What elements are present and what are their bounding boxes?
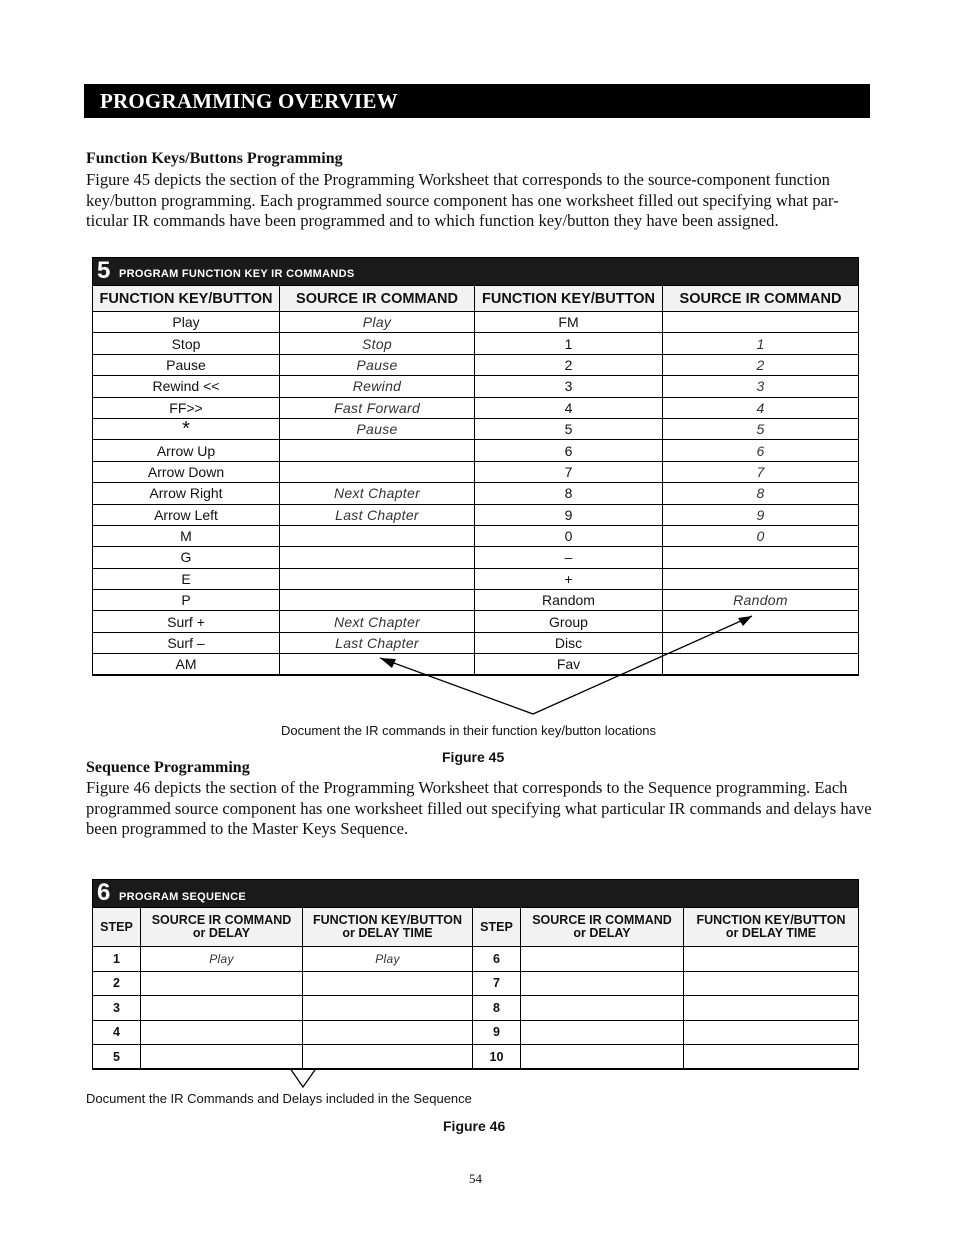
sequence-entry-cell: Play bbox=[141, 947, 303, 972]
ir-command-cell: Rewind bbox=[280, 376, 475, 397]
function-key-cell: M bbox=[93, 525, 280, 546]
column-header-line1: STEP bbox=[480, 919, 513, 934]
sequence-entry-cell bbox=[684, 971, 859, 996]
section-banner: PROGRAMMING OVERVIEW bbox=[84, 84, 870, 118]
column-header-line1: FUNCTION KEY/BUTTON bbox=[312, 913, 463, 927]
function-key-cell: Arrow Right bbox=[93, 483, 280, 504]
function-key-cell: Group bbox=[475, 611, 663, 632]
sequence-entry-cell bbox=[684, 947, 859, 972]
sequence-entry-cell bbox=[521, 1020, 684, 1045]
function-keys-heading: Function Keys/Buttons Programming bbox=[86, 150, 343, 167]
sequence-entry-cell bbox=[303, 996, 473, 1021]
ir-command-cell: 1 bbox=[663, 333, 859, 354]
step-number-cell: 10 bbox=[473, 1045, 521, 1070]
sequence-entry-cell bbox=[521, 971, 684, 996]
step-number-cell: 7 bbox=[473, 971, 521, 996]
function-key-cell: Rewind << bbox=[93, 376, 280, 397]
ir-command-cell: Play bbox=[280, 312, 475, 333]
table-header-row bbox=[93, 908, 859, 947]
sequence-paragraph: Figure 46 depicts the section of the Programming Worksheet that corresponds to the Sequence programming. Each programmed source component has one worksheet filled out specifying what particular IR commands and delays have been programmed to the Master Keys Sequence. bbox=[86, 778, 872, 838]
function-key-cell: 5 bbox=[475, 418, 663, 439]
function-key-cell: Random bbox=[475, 590, 663, 611]
function-key-cell: 2 bbox=[475, 354, 663, 375]
function-key-cell: Arrow Down bbox=[93, 461, 280, 482]
column-header-line1: FUNCTION KEY/BUTTON bbox=[696, 913, 846, 927]
function-key-cell: Disc bbox=[475, 632, 663, 653]
function-key-cell: Surf + bbox=[93, 611, 280, 632]
step-number-cell: 4 bbox=[93, 1020, 141, 1045]
function-key-cell: Stop bbox=[93, 333, 280, 354]
sequence-heading: Sequence Programming bbox=[86, 759, 250, 776]
sequence-entry-cell bbox=[141, 1045, 303, 1070]
function-key-cell: Arrow Left bbox=[93, 504, 280, 525]
function-key-cell: Arrow Up bbox=[93, 440, 280, 461]
function-key-cell: 1 bbox=[475, 333, 663, 354]
worksheet-section-number: 5 bbox=[97, 257, 111, 284]
ir-command-cell: Next Chapter bbox=[280, 611, 475, 632]
function-key-cell: + bbox=[475, 568, 663, 589]
function-key-cell: E bbox=[93, 568, 280, 589]
column-header bbox=[684, 908, 859, 947]
table-row bbox=[93, 947, 859, 972]
function-key-cell: Fav bbox=[475, 654, 663, 675]
function-key-cell: AM bbox=[93, 654, 280, 675]
column-header: SOURCE IR COMMAND bbox=[663, 286, 859, 312]
ir-command-cell: 7 bbox=[663, 461, 859, 482]
sequence-entry-cell bbox=[521, 1045, 684, 1070]
column-header bbox=[521, 908, 684, 947]
function-key-cell: G bbox=[93, 547, 280, 568]
sequence-entry-cell bbox=[141, 971, 303, 996]
ir-command-cell: Pause bbox=[280, 418, 475, 439]
column-header-line1: STEP bbox=[100, 919, 133, 934]
figure-46-annotation: Document the IR Commands and Delays included in the Sequence bbox=[86, 1091, 472, 1106]
table-row bbox=[93, 971, 859, 996]
ir-command-cell: Fast Forward bbox=[280, 397, 475, 418]
worksheet-section-title: PROGRAM FUNCTION KEY IR COMMANDS bbox=[119, 268, 355, 280]
function-key-cell: 0 bbox=[475, 525, 663, 546]
worksheet-title-bar bbox=[93, 880, 858, 907]
step-number-cell: 8 bbox=[473, 996, 521, 1021]
function-key-cell: P bbox=[93, 590, 280, 611]
sequence-entry-cell bbox=[303, 971, 473, 996]
column-header-line1: SOURCE IR COMMAND bbox=[532, 913, 672, 927]
function-keys-paragraph: Figure 45 depicts the section of the Programming Worksheet that corresponds to the source-component function key/button programming. Each programmed source component has one worksheet filled out specifying what par-ticular IR commands have been programmed and to which function key/button they have been assigned. bbox=[86, 170, 839, 230]
ir-command-cell: 9 bbox=[663, 504, 859, 525]
ir-command-cell: Next Chapter bbox=[280, 483, 475, 504]
ir-command-cell: Last Chapter bbox=[280, 504, 475, 525]
function-key-cell: Play bbox=[93, 312, 280, 333]
column-header-line1: SOURCE IR COMMAND bbox=[151, 913, 292, 927]
function-key-cell: 9 bbox=[475, 504, 663, 525]
step-number-cell: 3 bbox=[93, 996, 141, 1021]
ir-command-cell: 6 bbox=[663, 440, 859, 461]
function-key-cell: FM bbox=[475, 312, 663, 333]
ir-command-cell: 3 bbox=[663, 376, 859, 397]
table-row bbox=[93, 1020, 859, 1045]
function-key-cell: 7 bbox=[475, 461, 663, 482]
ir-command-cell: 0 bbox=[663, 525, 859, 546]
column-header-line2: or DELAY bbox=[573, 926, 631, 940]
table-row bbox=[93, 1045, 859, 1070]
ir-command-cell: 5 bbox=[663, 418, 859, 439]
column-header-line2: or DELAY TIME bbox=[342, 926, 433, 940]
sequence-entry-cell: Play bbox=[303, 947, 473, 972]
step-number-cell: 2 bbox=[93, 971, 141, 996]
sequence-entry-cell bbox=[303, 1020, 473, 1045]
sequence-table bbox=[92, 907, 859, 1070]
function-key-cell: 4 bbox=[475, 397, 663, 418]
column-header bbox=[93, 908, 141, 947]
ir-command-cell: Random bbox=[663, 590, 859, 611]
figure-46-label: Figure 46 bbox=[443, 1118, 506, 1134]
function-key-cell: 8 bbox=[475, 483, 663, 504]
sequence-entry-cell bbox=[303, 1045, 473, 1070]
ir-command-cell: Stop bbox=[280, 333, 475, 354]
sequence-entry-cell bbox=[141, 996, 303, 1021]
column-header: FUNCTION KEY/BUTTON bbox=[93, 286, 280, 312]
column-header: SOURCE IR COMMAND bbox=[280, 286, 475, 312]
ir-command-cell: 2 bbox=[663, 354, 859, 375]
step-number-cell: 9 bbox=[473, 1020, 521, 1045]
worksheet-section-title: PROGRAM SEQUENCE bbox=[119, 891, 247, 903]
column-header-line2: or DELAY TIME bbox=[725, 926, 817, 940]
table-row bbox=[93, 996, 859, 1021]
column-header bbox=[473, 908, 521, 947]
function-key-cell: * bbox=[93, 418, 280, 439]
ir-command-cell: 4 bbox=[663, 397, 859, 418]
sequence-entry-cell bbox=[684, 996, 859, 1021]
function-key-cell: Surf – bbox=[93, 632, 280, 653]
step-number-cell: 5 bbox=[93, 1045, 141, 1070]
ir-command-cell: Pause bbox=[280, 354, 475, 375]
figure-45-label: Figure 45 bbox=[442, 749, 505, 765]
worksheet-section-number: 6 bbox=[97, 879, 111, 906]
figure-46-worksheet bbox=[92, 879, 859, 1069]
sequence-entry-cell bbox=[521, 947, 684, 972]
column-header bbox=[141, 908, 303, 947]
page-number: 54 bbox=[469, 1171, 482, 1186]
column-header: FUNCTION KEY/BUTTON bbox=[475, 286, 663, 312]
step-number-cell: 6 bbox=[473, 947, 521, 972]
function-key-cell: 6 bbox=[475, 440, 663, 461]
ir-command-cell: Last Chapter bbox=[280, 632, 475, 653]
function-key-cell: – bbox=[475, 547, 663, 568]
figure-45-annotation: Document the IR commands in their function key/button locations bbox=[281, 723, 657, 738]
sequence-entry-cell bbox=[684, 1045, 859, 1070]
sequence-entry-cell bbox=[521, 996, 684, 1021]
step-number-cell: 1 bbox=[93, 947, 141, 972]
sequence-entry-cell bbox=[684, 1020, 859, 1045]
ir-command-cell: 8 bbox=[663, 483, 859, 504]
function-key-cell: FF>> bbox=[93, 397, 280, 418]
sequence-entry-cell bbox=[141, 1020, 303, 1045]
function-key-cell: 3 bbox=[475, 376, 663, 397]
column-header-line2: or DELAY bbox=[192, 926, 251, 940]
column-header bbox=[303, 908, 473, 947]
function-key-cell: Pause bbox=[93, 354, 280, 375]
